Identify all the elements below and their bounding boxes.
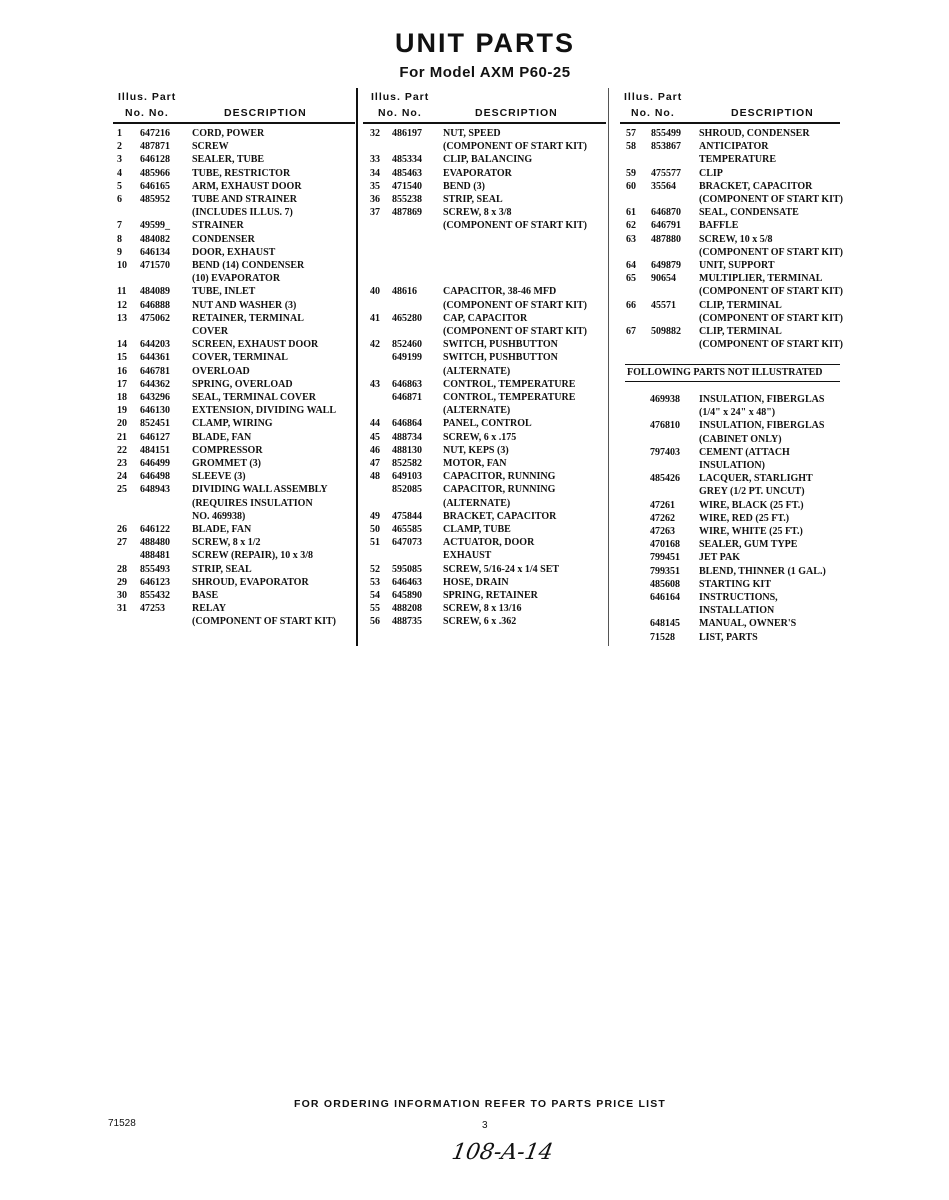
- part-description: (COMPONENT OF START KIT): [699, 339, 844, 351]
- illus-number: 23: [117, 458, 127, 469]
- part-description: LIST, PARTS: [699, 631, 758, 643]
- part-number: 649879: [651, 260, 681, 271]
- illus-number: 17: [117, 378, 127, 390]
- page-title: UNIT PARTS: [395, 28, 575, 58]
- part-description: (COMPONENT OF START KIT): [443, 299, 588, 311]
- part-description: JET PAK: [699, 552, 741, 564]
- part-number: 797403: [650, 446, 680, 458]
- part-description: SCREW, 8 x 13/16: [443, 603, 522, 615]
- part-number: 646134: [140, 246, 170, 258]
- illus-number: 46: [370, 444, 380, 456]
- header-rule: [620, 122, 840, 124]
- part-description: SHROUD, EVAPORATOR: [192, 576, 309, 588]
- header-rule: [113, 122, 355, 124]
- illus-number: 41: [370, 312, 380, 324]
- illus-number: 49: [370, 510, 380, 522]
- part-description: NUT, SPEED: [443, 128, 501, 139]
- illus-number: 24: [117, 471, 127, 483]
- part-number: 485952: [140, 194, 170, 205]
- part-description: NO. 469938): [192, 510, 246, 522]
- illus-number: 16: [117, 365, 127, 377]
- part-description: SCREW, 8 x 1/2: [192, 537, 261, 549]
- part-description: SPRING, OVERLOAD: [192, 378, 293, 390]
- part-description: INSTRUCTIONS,: [699, 592, 778, 603]
- part-number: 855493: [140, 563, 170, 575]
- part-number: 488734: [392, 431, 422, 443]
- part-number: 488481: [140, 550, 170, 562]
- part-description: LACQUER, STARLIGHT: [699, 473, 813, 485]
- part-number: 646864: [392, 418, 422, 430]
- part-description: INSULATION, FIBERGLAS: [699, 394, 825, 405]
- part-description: STRAINER: [192, 220, 244, 232]
- illus-number: 10: [117, 260, 127, 271]
- part-description: RELAY: [192, 603, 227, 615]
- part-number: 799351: [650, 565, 680, 577]
- part-number: 855238: [392, 194, 422, 205]
- illus-number: 11: [117, 286, 127, 298]
- part-number: 470168: [650, 539, 680, 551]
- illus-number: 20: [117, 418, 127, 430]
- part-description: SEAL, CONDENSATE: [699, 207, 799, 219]
- header-description: DESCRIPTION: [731, 107, 814, 119]
- part-description: SCREW, 6 x .175: [443, 431, 517, 443]
- part-number: 484089: [140, 286, 170, 298]
- part-description: RETAINER, TERMINAL: [192, 312, 304, 324]
- header-no: No. No.: [378, 107, 422, 119]
- part-description: (COMPONENT OF START KIT): [443, 141, 588, 153]
- part-description: BLADE, FAN: [192, 431, 252, 443]
- illus-number: 35: [370, 180, 380, 192]
- part-number: 485463: [392, 167, 422, 179]
- part-description: BRACKET, CAPACITOR: [699, 180, 813, 192]
- part-description: CONTROL, TEMPERATURE: [443, 378, 576, 390]
- part-description: MOTOR, FAN: [443, 458, 507, 469]
- illus-number: 21: [117, 431, 127, 443]
- part-description: EXHAUST: [443, 550, 492, 562]
- illus-number: 18: [117, 392, 127, 403]
- illus-number: 27: [117, 537, 127, 549]
- part-number: 646164: [650, 592, 680, 603]
- part-number: 465280: [392, 312, 422, 324]
- part-description: NUT AND WASHER (3): [192, 299, 297, 311]
- part-description: BLEND, THINNER (1 GAL.): [699, 565, 826, 577]
- part-description: CAPACITOR, RUNNING: [443, 484, 556, 496]
- illus-number: 9: [117, 246, 122, 258]
- part-description: WIRE, BLACK (25 FT.): [699, 499, 804, 511]
- part-description: (COMPONENT OF START KIT): [699, 312, 844, 324]
- part-number: 646130: [140, 405, 170, 417]
- part-number: 646128: [140, 154, 170, 166]
- illus-number: 37: [370, 207, 380, 219]
- illus-number: 51: [370, 537, 380, 549]
- part-number: 648943: [140, 484, 170, 496]
- part-number: 487869: [392, 207, 422, 219]
- part-description: SCREEN, EXHAUST DOOR: [192, 339, 319, 351]
- part-description: STARTING KIT: [699, 578, 771, 590]
- part-description: SHROUD, CONDENSER: [699, 128, 810, 139]
- illus-number: 61: [626, 207, 636, 219]
- part-number: 646791: [651, 220, 681, 232]
- part-description: COVER: [192, 325, 229, 337]
- illus-number: 1: [117, 128, 122, 139]
- part-number: 646122: [140, 524, 170, 535]
- part-number: 648145: [650, 618, 680, 630]
- part-number: 645890: [392, 590, 422, 601]
- part-description: TUBE, RESTRICTOR: [192, 167, 291, 179]
- illus-number: 63: [626, 233, 636, 245]
- part-number: 471540: [392, 180, 422, 192]
- illus-number: 54: [370, 590, 380, 601]
- part-number: 646870: [651, 207, 681, 219]
- part-description: INSTALLATION: [699, 605, 775, 617]
- part-number: 485608: [650, 578, 680, 590]
- part-number: 799451: [650, 552, 680, 564]
- header-illus-part: Illus. Part: [624, 91, 683, 103]
- part-description: ANTICIPATOR: [699, 141, 769, 153]
- part-description: BAFFLE: [699, 220, 739, 232]
- illus-number: 6: [117, 194, 122, 205]
- part-description: SEAL, TERMINAL COVER: [192, 392, 317, 403]
- part-number: 476810: [650, 420, 680, 432]
- part-number: 852460: [392, 339, 422, 351]
- part-number: 647216: [140, 128, 170, 139]
- part-description: SWITCH, PUSHBUTTON: [443, 339, 558, 351]
- part-number: 646871: [392, 392, 422, 403]
- part-number: 646863: [392, 378, 422, 390]
- illus-number: 53: [370, 576, 380, 588]
- part-description: SPRING, RETAINER: [443, 590, 538, 601]
- header-description: DESCRIPTION: [224, 107, 307, 119]
- part-description: BASE: [192, 590, 219, 601]
- part-description: CAPACITOR, RUNNING: [443, 471, 556, 483]
- illus-number: 65: [626, 273, 636, 285]
- part-description: CONTROL, TEMPERATURE: [443, 392, 576, 403]
- illus-number: 31: [117, 603, 127, 615]
- illus-number: 67: [626, 326, 636, 337]
- section-rule: [625, 381, 840, 382]
- part-description: SCREW, 8 x 3/8: [443, 207, 512, 219]
- part-description: (ALTERNATE): [443, 497, 511, 509]
- part-number: 644362: [140, 378, 170, 390]
- part-description: CLIP, BALANCING: [443, 154, 533, 166]
- part-description: NUT, KEPS (3): [443, 444, 509, 456]
- illus-number: 45: [370, 431, 380, 443]
- illus-number: 30: [117, 590, 127, 601]
- illus-number: 58: [626, 141, 636, 153]
- illus-number: 4: [117, 167, 122, 179]
- illus-number: 34: [370, 167, 380, 179]
- part-description: HOSE, DRAIN: [443, 576, 509, 588]
- part-description: BLADE, FAN: [192, 524, 252, 535]
- part-number: 465585: [392, 524, 422, 535]
- part-number: 484151: [140, 444, 170, 456]
- part-number: 646127: [140, 431, 170, 443]
- part-number: 71528: [650, 631, 675, 643]
- part-number: 853867: [651, 141, 681, 153]
- part-number: 646165: [140, 180, 170, 192]
- part-description: CAPACITOR, 38-46 MFD: [443, 286, 557, 298]
- part-number: 487880: [651, 233, 681, 245]
- part-description: CONDENSER: [192, 233, 255, 245]
- part-description: CEMENT (ATTACH: [699, 446, 790, 458]
- part-number: 48616: [392, 286, 417, 298]
- part-description: TEMPERATURE: [699, 154, 777, 166]
- illus-number: 15: [117, 352, 127, 364]
- part-number: 488130: [392, 444, 422, 456]
- part-description: SCREW (REPAIR), 10 x 3/8: [192, 550, 314, 562]
- part-description: SCREW, 5/16-24 x 1/4 SET: [443, 563, 560, 575]
- part-number: 487871: [140, 141, 170, 153]
- part-number: 45571: [651, 299, 676, 311]
- part-description: EVAPORATOR: [443, 167, 512, 179]
- part-description: CLAMP, WIRING: [192, 418, 273, 430]
- part-description: BEND (14) CONDENSER: [192, 260, 305, 271]
- part-number: 595085: [392, 563, 422, 575]
- part-description: (10) EVAPORATOR: [192, 273, 281, 285]
- part-number: 852085: [392, 484, 422, 496]
- part-number: 644361: [140, 352, 170, 364]
- header-illus-part: Illus. Part: [371, 91, 430, 103]
- illus-number: 26: [117, 524, 127, 535]
- part-description: SCREW: [192, 141, 229, 153]
- part-description: CLIP: [699, 167, 723, 179]
- part-number: 649199: [392, 352, 422, 364]
- part-description: PANEL, CONTROL: [443, 418, 532, 430]
- illus-number: 12: [117, 299, 127, 311]
- illus-number: 62: [626, 220, 636, 232]
- illus-number: 47: [370, 458, 380, 469]
- column-divider: [608, 88, 609, 646]
- part-description: WIRE, RED (25 FT.): [699, 512, 790, 524]
- part-description: SCREW, 6 x .362: [443, 616, 517, 628]
- part-description: SLEEVE (3): [192, 471, 246, 483]
- illus-number: 19: [117, 405, 127, 417]
- part-description: (COMPONENT OF START KIT): [443, 220, 588, 232]
- part-description: CAP, CAPACITOR: [443, 312, 528, 324]
- part-description: (COMPONENT OF START KIT): [699, 246, 844, 258]
- illus-number: 14: [117, 339, 127, 351]
- header-no: No. No.: [631, 107, 675, 119]
- part-number: 469938: [650, 394, 680, 405]
- part-number: 484082: [140, 233, 170, 245]
- document-code: 71528: [108, 1118, 136, 1129]
- illus-number: 48: [370, 471, 380, 483]
- part-description: (INCLUDES ILLUS. 7): [192, 207, 293, 219]
- page-subtitle: For Model AXM P60-25: [399, 64, 571, 81]
- illus-number: 2: [117, 141, 122, 153]
- part-description: TUBE AND STRAINER: [192, 194, 298, 205]
- part-description: CLIP, TERMINAL: [699, 326, 782, 337]
- part-number: 486197: [392, 128, 422, 139]
- illus-number: 43: [370, 378, 380, 390]
- part-description: ACTUATOR, DOOR: [443, 537, 535, 549]
- part-number: 488480: [140, 537, 170, 549]
- illus-number: 44: [370, 418, 380, 430]
- illus-number: 7: [117, 220, 122, 232]
- part-description: COMPRESSOR: [192, 444, 263, 456]
- part-description: UNIT, SUPPORT: [699, 260, 775, 271]
- part-number: 47253: [140, 603, 165, 615]
- illus-number: 40: [370, 286, 380, 298]
- part-description: SEALER, TUBE: [192, 154, 265, 166]
- part-description: (CABINET ONLY): [699, 433, 782, 445]
- part-number: 49599_: [140, 220, 170, 232]
- illus-number: 60: [626, 180, 636, 192]
- part-description: GREY (1/2 PT. UNCUT): [699, 486, 805, 498]
- handwritten-note: 108-A-14: [449, 1140, 555, 1165]
- part-number: 646463: [392, 576, 422, 588]
- part-number: 644203: [140, 339, 170, 351]
- header-no: No. No.: [125, 107, 169, 119]
- part-number: 646498: [140, 471, 170, 483]
- part-description: MULTIPLIER, TERMINAL: [699, 273, 823, 285]
- page-number: 3: [482, 1120, 488, 1131]
- part-number: 475844: [392, 510, 422, 522]
- part-description: DOOR, EXHAUST: [192, 246, 276, 258]
- part-description: (REQUIRES INSULATION: [192, 497, 313, 509]
- illus-number: 52: [370, 563, 380, 575]
- part-description: DIVIDING WALL ASSEMBLY: [192, 484, 328, 496]
- part-number: 646888: [140, 299, 170, 311]
- part-description: MANUAL, OWNER'S: [699, 618, 797, 630]
- part-number: 643296: [140, 392, 170, 403]
- illus-number: 64: [626, 260, 636, 271]
- part-description: INSULATION): [699, 459, 765, 471]
- part-number: 47261: [650, 499, 675, 511]
- illus-number: 50: [370, 524, 380, 535]
- illus-number: 57: [626, 128, 636, 139]
- part-description: SCREW, 10 x 5/8: [699, 233, 773, 245]
- part-number: 647073: [392, 537, 422, 549]
- part-description: STRIP, SEAL: [443, 194, 503, 205]
- part-description: SWITCH, PUSHBUTTON: [443, 352, 558, 364]
- header-rule: [363, 122, 606, 124]
- illus-number: 8: [117, 233, 122, 245]
- part-description: (COMPONENT OF START KIT): [192, 616, 337, 628]
- part-number: 488735: [392, 616, 422, 628]
- not-illustrated-heading: FOLLOWING PARTS NOT ILLUSTRATED: [627, 367, 823, 378]
- header-description: DESCRIPTION: [475, 107, 558, 119]
- part-description: (COMPONENT OF START KIT): [443, 325, 588, 337]
- part-number: 855499: [651, 128, 681, 139]
- part-number: 47263: [650, 526, 675, 537]
- ordering-footer: FOR ORDERING INFORMATION REFER TO PARTS PRICE LIST: [293, 1098, 667, 1110]
- part-description: OVERLOAD: [192, 365, 250, 377]
- part-description: GROMMET (3): [192, 458, 261, 469]
- illus-number: 29: [117, 576, 127, 588]
- illus-number: 32: [370, 128, 380, 139]
- illus-number: 3: [117, 154, 122, 166]
- part-number: 47262: [650, 512, 675, 524]
- part-description: (COMPONENT OF START KIT): [699, 286, 844, 298]
- part-description: INSULATION, FIBERGLAS: [699, 420, 825, 432]
- illus-number: 56: [370, 616, 380, 628]
- part-description: ARM, EXHAUST DOOR: [192, 180, 302, 192]
- part-number: 485966: [140, 167, 170, 179]
- illus-number: 25: [117, 484, 127, 496]
- illus-number: 55: [370, 603, 380, 615]
- part-number: 855432: [140, 590, 170, 601]
- part-number: 471570: [140, 260, 170, 271]
- part-number: 646499: [140, 458, 170, 469]
- part-description: CLIP, TERMINAL: [699, 299, 782, 311]
- illus-number: 42: [370, 339, 380, 351]
- illus-number: 33: [370, 154, 380, 166]
- illus-number: 59: [626, 167, 636, 179]
- part-number: 646781: [140, 365, 170, 377]
- part-number: 509882: [651, 326, 681, 337]
- column-divider: [356, 88, 358, 646]
- part-description: (ALTERNATE): [443, 405, 511, 417]
- part-description: STRIP, SEAL: [192, 563, 252, 575]
- illus-number: 22: [117, 444, 127, 456]
- part-description: BRACKET, CAPACITOR: [443, 510, 557, 522]
- part-number: 852582: [392, 458, 422, 469]
- illus-number: 66: [626, 299, 636, 311]
- section-rule: [625, 364, 840, 365]
- part-number: 475062: [140, 312, 170, 324]
- part-description: TUBE, INLET: [192, 286, 256, 298]
- illus-number: 13: [117, 312, 127, 324]
- part-description: SEALER, GUM TYPE: [699, 539, 798, 551]
- part-number: 852451: [140, 418, 170, 430]
- part-description: BEND (3): [443, 180, 485, 192]
- illus-number: 5: [117, 180, 122, 192]
- part-description: CLAMP, TUBE: [443, 524, 511, 535]
- part-number: 485334: [392, 154, 422, 166]
- part-description: WIRE, WHITE (25 FT.): [699, 526, 803, 537]
- part-number: 90654: [651, 273, 676, 285]
- part-description: CORD, POWER: [192, 128, 265, 139]
- illus-number: 28: [117, 563, 127, 575]
- part-number: 485426: [650, 473, 680, 485]
- part-description: COVER, TERMINAL: [192, 352, 288, 364]
- part-number: 488208: [392, 603, 422, 615]
- part-description: (1/4" x 24" x 48"): [699, 407, 776, 419]
- part-number: 649103: [392, 471, 422, 483]
- illus-number: 36: [370, 194, 380, 205]
- part-number: 35564: [651, 180, 676, 192]
- part-number: 475577: [651, 167, 681, 179]
- part-description: EXTENSION, DIVIDING WALL: [192, 405, 337, 417]
- part-description: (ALTERNATE): [443, 365, 511, 377]
- part-number: 646123: [140, 576, 170, 588]
- part-description: (COMPONENT OF START KIT): [699, 193, 844, 205]
- header-illus-part: Illus. Part: [118, 91, 177, 103]
